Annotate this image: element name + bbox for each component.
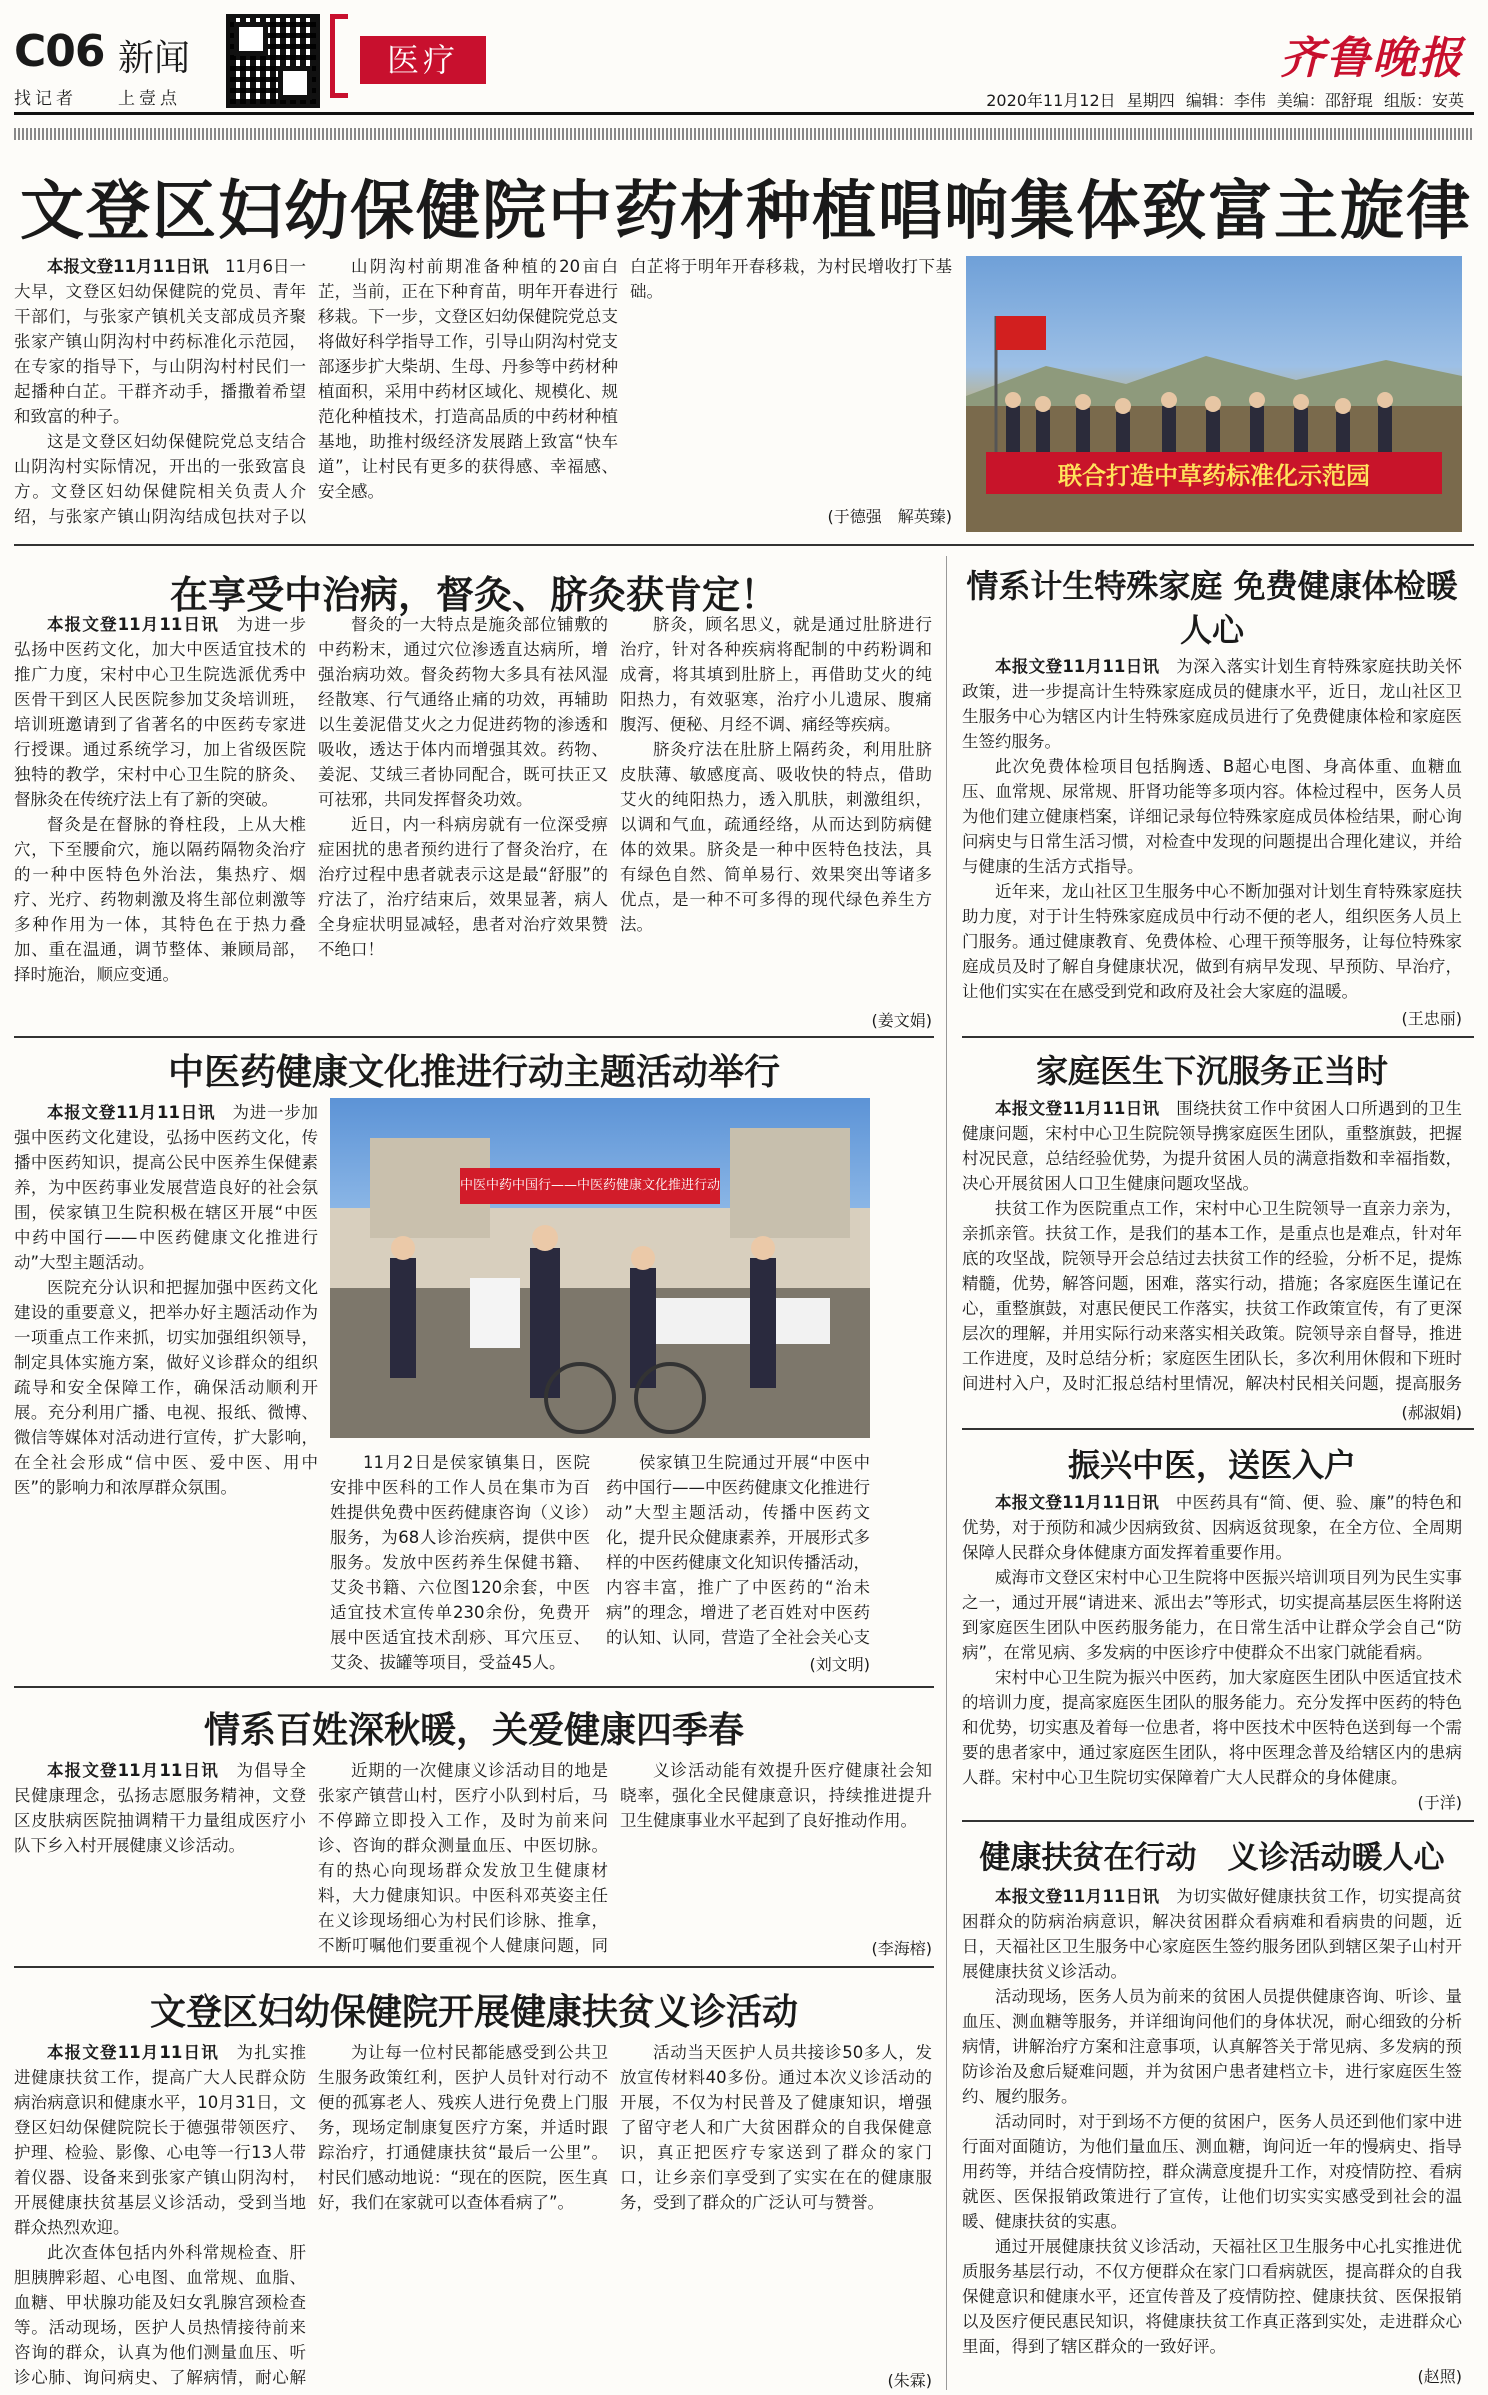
- a4-col3: [606, 1450, 870, 1648]
- page-number: C06: [14, 26, 105, 77]
- a2-p6: 脐灸疗法在肚脐上隔药灸，利用肚脐皮肤薄、敏感度高、吸收快的特点，借助艾火的纯阳热力，透入肌肤，刺激组织，以调和气血，疏通经络，从而达到防病健体的效果。脐灸是一种中医特色技法，具有绿色自然、简单易行、效果突出等诸多优点，是一种不可多得的现代绿色养生方法。: [620, 740, 932, 934]
- a9-col2: [318, 2040, 608, 2390]
- a8-lead: 本报文登11月11日讯: [995, 1887, 1160, 1906]
- qr-code-icon[interactable]: [226, 14, 320, 108]
- a1-col2: [318, 254, 618, 532]
- section-tag: 医疗: [360, 36, 486, 84]
- a6-lead: 本报文登11月11日讯: [995, 1493, 1160, 1512]
- a9-headline: 文登区妇幼保健院开展健康扶贫义诊活动: [149, 1991, 798, 2033]
- a7-p2: 近期的一次健康义诊活动目的地是张家产镇营山村，医疗小队到村后，马不停蹄立即投入工作，及时为前来问诊、咨询的群众测量血压、中医切脉。有的热心向现场群众发放卫生健康材料，大力健康知识。中医科邓英姿主任在义诊现场细心为村民们诊脉、推拿，不断叮嘱他们要重视个人健康问题，同: [318, 1761, 608, 1955]
- a6-body: [962, 1490, 1462, 1786]
- divider: [14, 1966, 934, 1968]
- a3-headline: 情系计生特殊家庭 免费健康体检暖人心: [966, 567, 1458, 649]
- photo-clinic-event: [330, 1098, 870, 1438]
- a8-body: [962, 1884, 1462, 2362]
- slogan-right: 上壹点: [118, 89, 181, 109]
- photo-banner-text: 中医中药中国行——中医药健康文化推进行动: [460, 1178, 721, 1193]
- a3-p3: 近年来，龙山社区卫生服务中心不断加强对计划生育特殊家庭扶助力度，对于计生特殊家庭成员中行动不便的老人，组织医务人员上门服务。通过健康教育、免费体检、心理干预等服务，让每位特殊家庭成员及时了解自身健康状况，做到有病早发现、早预防、早治疗，让他们实实在在感受到党和政府及社会大家庭的温暖。: [962, 882, 1462, 1001]
- a2-p4: 近日，内一科病房就有一位深受痹症困扰的患者预约进行了督灸治疗，在治疗过程中患者就表示这是最“舒服”的疗法了，治疗结束后，效果显著，病人全身症状明显减轻，患者对治疗效果赞不绝口！: [318, 815, 608, 959]
- a6-headline: 振兴中医，送医入户: [1067, 1446, 1356, 1484]
- a3-author: (王忠丽): [1401, 1009, 1462, 1028]
- a5-lead: 本报文登11月11日讯: [995, 1099, 1160, 1118]
- a4-p4: 侯家镇卫生院通过开展“中医中药中国行——中医药健康文化推进行动”大型主题活动，传播中医药文化，提升民众健康素养，开展形式多样的中医药健康文化知识传播活动，内容丰富，推广了中医药的“治未病”的理念，增进了老百姓对中医药的认知、认同，营造了全社会关心支: [606, 1453, 870, 1647]
- a3-p1: 为深入落实计划生育特殊家庭扶助关怀政策，进一步提高计生特殊家庭成员的健康水平，近日，龙山社区卫生服务中心为辖区内计生特殊家庭成员进行了免费健康体检和家庭医生签约服务。: [962, 657, 1462, 751]
- divider: [962, 1036, 1474, 1038]
- a2-col2: [318, 612, 608, 1032]
- a8-p1: 为切实做好健康扶贫工作，切实提高贫困群众的防病治病意识，解决贫困群众看病难和看病贵的问题，近日，天福社区卫生服务中心家庭医生签约服务团队到辖区架子山村开展健康扶贫义诊活动。: [962, 1887, 1462, 1981]
- a9-p1: 为扎实推进健康扶贫工作，提高广大人民群众防病治病意识和健康水平，10月31日，文登区妇幼保健院院长于德强带领医疗、护理、检验、影像、心电等一行13人带着仪器、设备来到张家产镇山阴沟村，开展健康扶贫基层义诊活动，受到当地群众热烈欢迎。: [14, 2043, 306, 2237]
- a8-p2: 活动现场，医务人员为前来的贫困人员提供健康咨询、听诊、量血压、测血糖等服务，并详细询问他们的身体状况，耐心细致的分析病情，讲解治疗方案和注意事项，认真解答关于常见病、多发病的预防诊治及愈后疑难问题，并为贫困户患者建档立卡，进行家庭医生签约、履约服务。: [962, 1987, 1462, 2106]
- a9-col3: [620, 2040, 932, 2366]
- a9-p3: 为让每一位村民都能感受到公共卫生服务政策红利，医护人员针对行动不便的孤寡老人、残疾人进行免费上门服务，现场定制康复医疗方案，并适时跟踪治疗，打通健康扶贫“最后一公里”。村民们感动地说：“现在的医院，医生真好，我们在家就可以查体看病了”。: [318, 2043, 608, 2212]
- a6-p1: 中医药具有“简、便、验、廉”的特色和优势，对于预防和减少因病致贫、因病返贫现象，在全方位、全周期保障人民群众身体健康方面发挥着重要作用。: [962, 1493, 1462, 1562]
- a2-headline: 在享受中治病，督灸、脐灸获肯定！: [169, 572, 778, 617]
- a1-p2: 这是文登区妇幼保健院党总支结合山阴沟村实际情况，开出的一张致富良方。文登区妇幼保健院相关负责人介绍，与张家产镇山阴沟结成包扶对子以: [14, 432, 306, 526]
- a7-col3: [620, 1758, 932, 1934]
- a7-lead: 本报文登11月11日讯: [47, 1761, 219, 1780]
- a2-col1: [14, 612, 306, 1032]
- a4-p3: 11月2日是侯家镇集日，医院安排中医科的工作人员在集市为百姓提供免费中医药健康咨询（义诊）服务，为68人诊治疾病，提供中医服务。发放中医药养生保健书籍、艾灸书籍、六位图120余套，中医适宜技术宣传单230余份，免费开展中医适宜技术刮痧、耳穴压豆、艾灸、拔罐等项目，受益45人。: [330, 1453, 590, 1672]
- a4-author: (刘文明): [809, 1655, 870, 1674]
- section-name: 新闻: [118, 38, 191, 79]
- tag-bracket: [330, 14, 348, 98]
- a9-p2: 此次查体包括内外科常规检查、肝胆胰脾彩超、心电图、血常规、血脂、血糖、甲状腺功能及妇女乳腺宫颈检查等。活动现场，医护人员热情接待前来咨询的群众，认真为他们测量血压、听诊心肺、询问病史、了解病情，耐心解: [14, 2243, 306, 2387]
- a3-lead: 本报文登11月11日讯: [995, 657, 1160, 676]
- a7-p1: 为倡导全民健康理念，弘扬志愿服务精神，文登区皮肤病医院抽调精干力量组成医疗小队下乡入村开展健康义诊活动。: [14, 1761, 306, 1855]
- divider: [14, 544, 1474, 546]
- a6-p3: 宋村中心卫生院为振兴中医药，加大家庭医生团队中医适宜技术的培训力度，提高家庭医生团队的服务能力。充分发挥中医药的特色和优势，切实惠及着每一位患者，将中医技术中医特色送到每一个需要的患者家中，通过家庭医生团队，将中医理念普及给辖区内的患病人群。宋村中心卫生院切实保障着广大人民群众的身体健康。: [962, 1668, 1462, 1786]
- photo-herb-planting: [966, 256, 1462, 532]
- a5-headline: 家庭医生下沉服务正当时: [1035, 1052, 1388, 1090]
- a1-p1: 11月6日一大早，文登区妇幼保健院的党员、青年干部们，与张家产镇机关支部成员齐聚张家产镇山阴沟村中药标准化示范园，在专家的指导下，与山阴沟村村民们一起播种白芷。干群齐动手，播撒着希望和致富的种子。: [14, 257, 306, 426]
- a8-p3: 活动同时，对于到场不方便的贫困户，医务人员还到他们家中进行面对面随访，为他们量血压、测血糖，询问近一年的慢病史、指导用药等，并结合疫情防控，群众满意度提升工作，对疫情防控、看病就医、医保报销政策进行了宣传，让他们切实实实感受到社会的温暖、健康扶贫的实惠。: [962, 2112, 1462, 2231]
- a1-col3: 白芷将于明年开春移栽，为村民增收打下基础。: [630, 257, 952, 301]
- a6-author: (于洋): [1417, 1793, 1462, 1812]
- column-divider: [946, 556, 947, 2390]
- a8-author: (赵照): [1417, 2367, 1462, 2386]
- a9-lead: 本报文登11月11日讯: [47, 2043, 219, 2062]
- a7-headline: 情系百姓深秋暖，关爱健康四季春: [203, 1709, 744, 1751]
- divider: [962, 1820, 1474, 1822]
- a1-col1: [14, 254, 306, 532]
- a2-p1: 为进一步弘扬中医药文化，加大中医适宜技术的推广力度，宋村中心卫生院选派优秀中医骨干到区人民医院参加艾灸培训班，培训班邀请到了省著名的中医药专家进行授课。通过系统学习，加上省级医院独特的教学，宋村中心卫生院的脐灸、督脉灸在传统疗法上有了新的突破。: [14, 615, 306, 809]
- a5-body: [962, 1096, 1462, 1398]
- a6-p2: 威海市文登区宋村中心卫生院将中医振兴培训项目列为民生实事之一，通过开展“请进来、派出去”等形式，切实提高基层医生将附送到家庭医生团队中医药服务能力，在日常生活中让群众学会自己“防病”，在常见病、多发病的中医诊疗中使群众不出家门就能看病。: [962, 1568, 1462, 1662]
- divider: [14, 1036, 934, 1038]
- a8-headline: 健康扶贫在行动 义诊活动暖人心: [979, 1840, 1445, 1876]
- a2-p2: 督灸是在督脉的脊柱段，上从大椎穴，下至腰俞穴，施以隔药隔物灸治疗的一种中医特色外治法，集热疗、烟疗、光疗、药物刺激及将生部位刺激等多种作用为一体，其特色在于热力叠加、重在温通，调节整体、兼顾局部，择时施治，顺应变通。: [14, 815, 306, 984]
- slogan-left: 找记者: [14, 89, 77, 109]
- a2-p3: 督灸的一大特点是施灸部位铺敷的中药粉末，通过穴位渗透直达病所，增强治病功效。督灸药物大多具有祛风湿经散寒、行气通络止痛的功效，再辅助以生姜泥借艾火之力促进药物的渗透和吸收，透达于体内而增强其效。药物、姜泥、艾绒三者协同配合，既可扶正又可祛邪，共同发挥督灸功效。: [318, 615, 608, 809]
- a5-p2: 扶贫工作为医院重点工作，宋村中心卫生院领导一直亲力亲为，亲抓亲管。扶贫工作，是我们的基本工作，是重点也是难点，针对年底的攻坚战，院领导开会总结过去扶贫工作的经验，分析不足，提炼精髓，优势，解答问题，困难，落实行动，措施；各家庭医生谨记在心，重整旗鼓，对惠民便民工作落实，扶贫工作政策宣传，有了更深层次的理解，并用实际行动来落实相关政策。院领导亲自督导，推进工作进度，及时总结分析；家庭医生团队长，多次利用休假和下班时间进村入户，及时汇报总结村里情况，解决村民相关问题，提高服务: [962, 1199, 1462, 1393]
- a5-author: (郝淑娟): [1401, 1403, 1462, 1422]
- a4-col1: [14, 1100, 318, 1674]
- issue-meta: 2020年11月12日 星期四 编辑：李伟 美编：邵舒琨 组版：安英: [986, 91, 1464, 110]
- a1-author: (于德强 解英臻): [827, 507, 952, 526]
- photo-banner-text: 联合打造中草药标准化示范园: [1058, 462, 1370, 490]
- a9-col1: [14, 2040, 306, 2390]
- a1-p3: 山阴沟村前期准备种植的20亩白芷，当前，正在下种育苗，明年开春进行移栽。下一步，文登区妇幼保健院党总支将做好科学指导工作，引导山阴沟村党支部逐步扩大柴胡、生母、丹参等中药材种植面积，采用中药材区域化、规模化、规范化种植技术，打造高品质的中药材种植基地，助推村级经济发展踏上致富“快车道”，让村民有更多的获得感、幸福感、安全感。: [318, 257, 618, 501]
- a2-author: (姜文娟): [871, 1011, 932, 1030]
- a3-body: [962, 654, 1462, 1004]
- newspaper-logo: 齐鲁晚报: [1280, 33, 1464, 84]
- a7-p3: 义诊活动能有效提升医疗健康社会知晓率，强化全民健康意识，持续推进提升卫生健康事业水平起到了良好推动作用。: [620, 1761, 932, 1830]
- a4-p2: 医院充分认识和把握加强中医药文化建设的重要意义，把举办好主题活动作为一项重点工作来抓，切实加强组织领导，制定具体实施方案，做好义诊群众的组织疏导和安全保障工作，确保活动顺利开展。充分利用广播、电视、报纸、微博、微信等媒体对活动进行宣传，扩大影响，在全社会形成“信中医、爱中医、用中医”的影响力和浓厚群众氛围。: [14, 1278, 318, 1497]
- a7-col2: [318, 1758, 608, 1958]
- a4-headline: 中医药健康文化推进行动主题活动举行: [167, 1051, 780, 1093]
- a2-col3: [620, 612, 932, 1004]
- divider: [14, 1686, 934, 1688]
- a7-author: (李海榕): [871, 1939, 932, 1958]
- a2-lead: 本报文登11月11日讯: [47, 615, 219, 634]
- a3-p2: 此次免费体检项目包括胸透、B超心电图、身高体重、血糖血压、血常规、尿常规、肝肾功能等多项内容。体检过程中，医务人员为他们建立健康档案，详细记录每位特殊家庭成员体检结果，耐心询问病史与日常生活习惯，对检查中发现的问题提出合理化建议，并给与健康的生活方式指导。: [962, 757, 1462, 876]
- a4-col2: [330, 1450, 590, 1674]
- a1-lead: 本报文登11月11日讯: [47, 257, 209, 276]
- masthead-dotted-rule: [14, 128, 1474, 140]
- a5-p1: 围绕扶贫工作中贫困人口所遇到的卫生健康问题，宋村中心卫生院院领导携家庭医生团队，重整旗鼓，把握村况民意，总结经验优势，为提升贫困人员的满意指数和幸福指数，决心开展贫困人口卫生健康问题攻坚战。: [962, 1099, 1462, 1193]
- masthead-rule: [14, 112, 1474, 115]
- a8-p4: 通过开展健康扶贫义诊活动，天福社区卫生服务中心扎实推进优质服务基层行动，不仅方便群众在家门口看病就医，提高群众的自我保健意识和健康水平，还宣传普及了疫情防控、健康扶贫、医保报销以及医疗便民惠民知识，将健康扶贫工作真正落到实处，走进群众心里面，得到了辖区群众的一致好评。: [962, 2237, 1462, 2356]
- a9-p4: 活动当天医护人员共接诊50多人，发放宣传材料40多份。通过本次义诊活动的开展，不仅为村民普及了健康知识，增强了留守老人和广大贫困群众的自我保健意识，真正把医疗专家送到了群众的家门口，让乡亲们享受到了实实在在的健康服务，受到了群众的广泛认可与赞誉。: [620, 2043, 932, 2212]
- divider: [962, 1428, 1474, 1430]
- a2-p5: 脐灸，顾名思义，就是通过肚脐进行治疗，针对各种疾病将配制的中药粉调和成膏，将其填到肚脐上，再借助艾火的纯阳热力，有效驱寒，治疗小儿遗尿、腹痛腹泻、便秘、月经不调、痛经等疾病。: [620, 615, 932, 734]
- a4-lead: 本报文登11月11日讯: [47, 1103, 216, 1122]
- a9-author: (朱霖): [887, 2371, 932, 2390]
- a7-col1: [14, 1758, 306, 1958]
- lead-headline: 文登区妇幼保健院中药材种植唱响集体致富主旋律: [20, 174, 1472, 249]
- a4-p1: 为进一步加强中医药文化建设，弘扬中医药文化，传播中医药知识，提高公民中医养生保健素养，为中医药事业发展营造良好的社会氛围，侯家镇卫生院积极在辖区开展“中医中药中国行——中医药健康文化推进行动”大型主题活动。: [14, 1103, 318, 1272]
